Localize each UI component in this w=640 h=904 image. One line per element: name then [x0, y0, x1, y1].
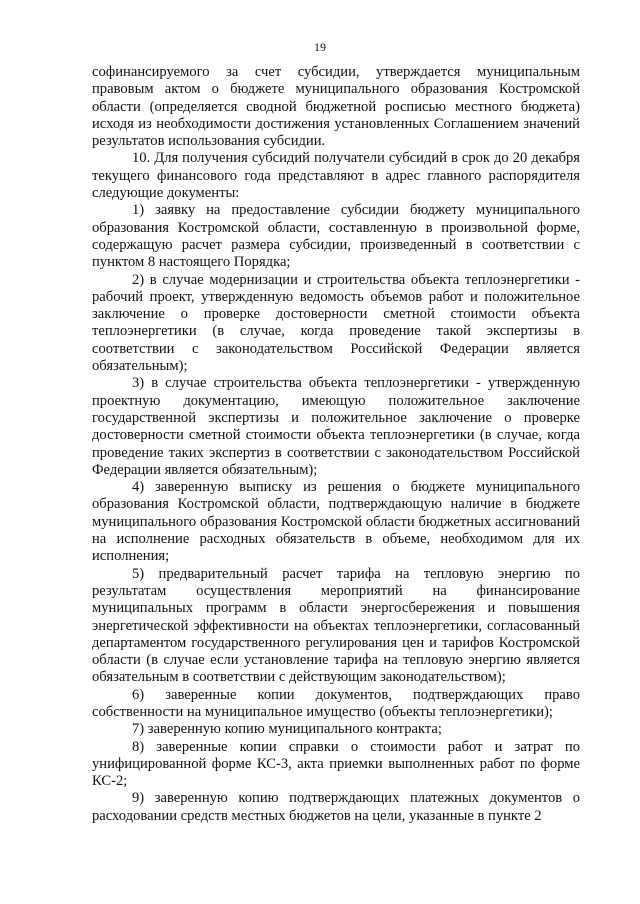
paragraph-subitem-4: 4) заверенную выписку из решения о бюджете муниципального образования Костромской области, подтверждающую наличие в бюджете муниципального образования Костромской области бюджетных ассигнований на исполнение расходных обязательств в объеме, необходимом для их исполнения; — [92, 479, 580, 565]
paragraph-subitem-9: 9) заверенную копию подтверждающих платежных документов о расходовании средств местных бюджетов на цели, указанные в пункте 2 — [92, 790, 580, 824]
paragraph-subitem-2: 2) в случае модернизации и строительства объекта теплоэнергетики - рабочий проект, утвержденную ведомость объемов работ и положительное заключение о проверке достоверности сметной стоимости объекта теплоэнергетики (в случае, когда проведение такой экспертизы в соответствии с законодательством Российской Федерации является обязательным); — [92, 271, 580, 375]
paragraph-subitem-6: 6) заверенные копии документов, подтверждающих право собственности на муниципальное имущество (объекты теплоэнергетики); — [92, 686, 580, 720]
paragraph-subitem-8: 8) заверенные копии справки о стоимости работ и затрат по унифицированной форме КС-3, акта приемки выполненных работ по форме КС-2; — [92, 738, 580, 790]
page-number: 19 — [314, 40, 326, 54]
paragraph-item-10: 10. Для получения субсидий получатели субсидий в срок до 20 декабря текущего финансового года представляют в адрес главного распорядителя следующие документы: — [92, 150, 580, 202]
paragraph-subitem-7: 7) заверенную копию муниципального контракта; — [132, 721, 442, 738]
paragraph-subitem-1: 1) заявку на предоставление субсидии бюджету муниципального образования Костромской области, составленную в произвольной форме, содержащую расчет размера субсидии, произведенный в соответствии с пунктом 8 настоящего Порядка; — [92, 202, 580, 271]
document-body — [92, 64, 580, 825]
paragraph-continuation: софинансируемого за счет субсидии, утверждается муниципальным правовым актом о бюджете муниципального образования Костромской области (определяется сводной бюджетной росписью местного бюджета) исходя из необходимости достижения установленных Соглашением значений результатов использования субсидии. — [92, 64, 580, 150]
paragraph-subitem-3: 3) в случае строительства объекта теплоэнергетики - утвержденную проектную документацию, имеющую положительное заключение государственной экспертизы и положительное заключение о проверке достоверности сметной стоимости объекта теплоэнергетики (в случае, когда проведение таких экспертиз в соответствии с законодательством Российской Федерации является обязательным); — [92, 375, 580, 478]
paragraph-subitem-5: 5) предварительный расчет тарифа на тепловую энергию по результатам осуществления мероприятий на финансирование муниципальных программ в области энергосбережения и повышения энергетической эффективности на объектах теплоэнергетики, согласованный департаментом государственного регулирования цен и тарифов Костромской области (в случае если установление тарифа на тепловую энергию является обязательным в соответствии с действующим законодательством); — [92, 565, 580, 686]
